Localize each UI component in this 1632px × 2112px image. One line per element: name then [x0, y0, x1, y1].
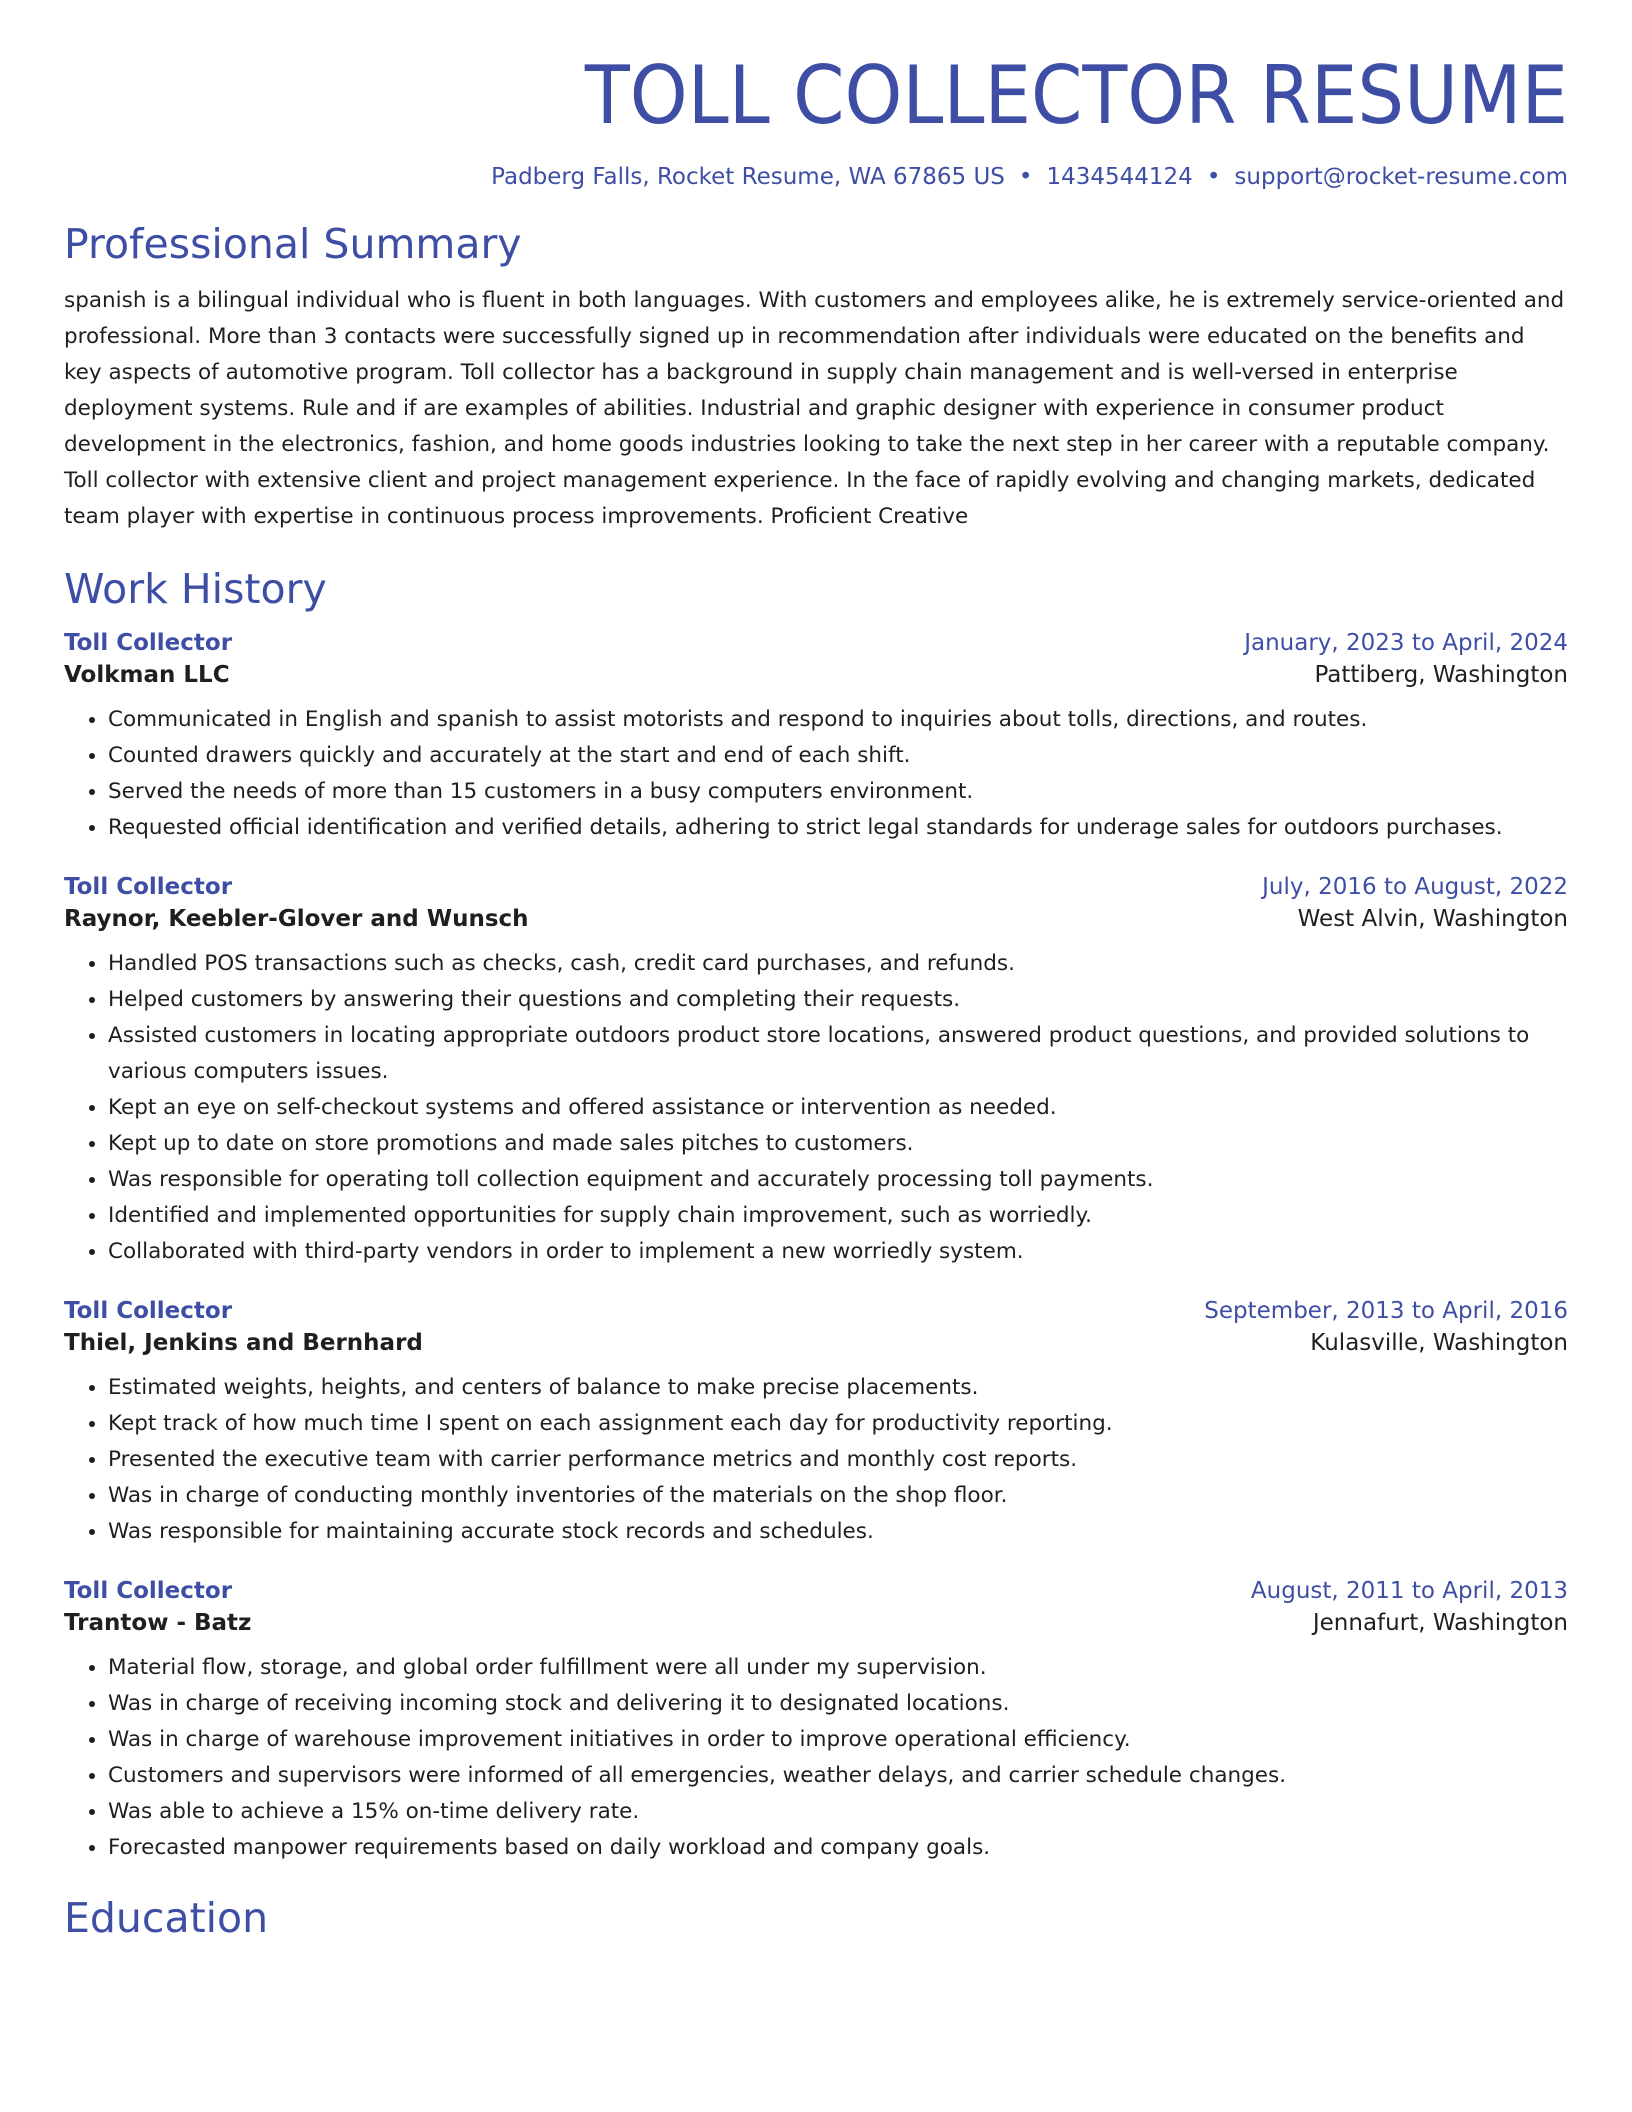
- job-location: Pattiberg, Washington: [1314, 662, 1568, 689]
- job-dates: September, 2013 to April, 2016: [1204, 1298, 1568, 1325]
- job-bullet: • Communicated in English and spanish to assist motorists and respond to inquiries about tolls, directions, and routes.: [108, 702, 1568, 738]
- job-company-row: [64, 662, 1568, 688]
- job-dates: January, 2023 to April, 2024: [1244, 630, 1568, 657]
- job-company-row: [64, 1330, 1568, 1356]
- summary-text: spanish is a bilingual individual who is fluent in both languages. With customers and employees alike, he is extremely service-oriented and professional. More than 3 contacts were successfully signed up in recommendation after individuals were educated on the benefits and key aspects of automotive program. Toll collector has a background in supply chain management and is well-versed in enterprise deployment systems. Rule and if are examples of abilities. Industrial and graphic designer with experience in consumer product development in the electronics, fashion, and home goods industries looking to take the next step in her career with a reputable company. Toll collector with extensive client and project management experience. In the face of rapidly evolving and changing markets, dedicated team player with expertise in continuous process improvements. Proficient Creative: [64, 288, 1565, 530]
- job-bullet: • Was responsible for operating toll collection equipment and accurately processing toll payments.: [108, 1162, 1568, 1198]
- resume-title: TOLL COLLECTOR RESUME: [584, 49, 1568, 142]
- job-location: Jennafurt, Washington: [1312, 1610, 1568, 1637]
- job-bullet: • Was in charge of warehouse improvement initiatives in order to improve operational efficiency.: [108, 1722, 1568, 1758]
- job-bullet: • Kept up to date on store promotions and made sales pitches to customers.: [108, 1126, 1568, 1162]
- job-company: Thiel, Jenkins and Bernhard: [64, 1330, 423, 1357]
- job-bullet: • Was responsible for maintaining accurate stock records and schedules.: [108, 1514, 1568, 1550]
- contact-separator: •: [1206, 164, 1221, 190]
- job-entry: [64, 630, 1568, 846]
- job-bullet: • Was in charge of receiving incoming stock and delivering it to designated locations.: [108, 1686, 1568, 1722]
- job-bullet: • Assisted customers in locating appropriate outdoors product store locations, answered product questions, and provided solutions to various computers issues.: [108, 1018, 1568, 1090]
- contact-phone: 1434544124: [1046, 164, 1193, 190]
- job-company-row: [64, 906, 1568, 932]
- job-bullets: [64, 702, 1568, 846]
- job-company-row: [64, 1610, 1568, 1636]
- contact-line: [64, 164, 1568, 190]
- job-bullet: • Requested official identification and verified details, adhering to strict legal standards for underage sales for outdoors purchases.: [108, 810, 1568, 846]
- job-bullet: • Kept an eye on self-checkout systems and offered assistance or intervention as needed.: [108, 1090, 1568, 1126]
- job-dates: August, 2011 to April, 2013: [1250, 1578, 1568, 1605]
- job-entry: [64, 1578, 1568, 1866]
- job-bullet: • Identified and implemented opportunities for supply chain improvement, such as worriedly.: [108, 1198, 1568, 1234]
- work-history-section: [64, 565, 1568, 1866]
- job-bullet: • Handled POS transactions such as checks, cash, credit card purchases, and refunds.: [108, 946, 1568, 982]
- job-bullet: • Customers and supervisors were informed of all emergencies, weather delays, and carrier schedule changes.: [108, 1758, 1568, 1794]
- contact-email: support@rocket-resume.com: [1234, 164, 1568, 190]
- job-bullet: • Presented the executive team with carrier performance metrics and monthly cost reports.: [108, 1442, 1568, 1478]
- job-role: Toll Collector: [64, 630, 233, 657]
- job-bullet: • Estimated weights, heights, and centers of balance to make precise placements.: [108, 1370, 1568, 1406]
- job-title-row: [64, 1578, 1568, 1604]
- job-bullets: [64, 1370, 1568, 1550]
- job-title-row: [64, 630, 1568, 656]
- education-section: [64, 1894, 1568, 1943]
- work-history-heading: Work History: [64, 565, 327, 614]
- education-heading: Education: [64, 1894, 269, 1943]
- job-location: West Alvin, Washington: [1297, 906, 1568, 933]
- job-bullet: • Forecasted manpower requirements based on daily workload and company goals.: [108, 1830, 1568, 1866]
- job-location: Kulasville, Washington: [1310, 1330, 1568, 1357]
- job-entry: [64, 874, 1568, 1270]
- job-bullet: • Material flow, storage, and global order fulfillment were all under my supervision.: [108, 1650, 1568, 1686]
- job-bullet: • Was able to achieve a 15% on-time delivery rate.: [108, 1794, 1568, 1830]
- summary-section: [64, 220, 1568, 535]
- job-bullet: • Counted drawers quickly and accurately at the start and end of each shift.: [108, 738, 1568, 774]
- job-role: Toll Collector: [64, 1578, 233, 1605]
- job-title-row: [64, 874, 1568, 900]
- job-bullet: • Helped customers by answering their questions and completing their requests.: [108, 982, 1568, 1018]
- job-role: Toll Collector: [64, 1298, 233, 1325]
- job-dates: July, 2016 to August, 2022: [1262, 874, 1568, 901]
- contact-separator: •: [1018, 164, 1033, 190]
- job-company: Volkman LLC: [64, 662, 230, 689]
- job-bullet: • Served the needs of more than 15 customers in a busy computers environment.: [108, 774, 1568, 810]
- resume-header: [64, 0, 1568, 190]
- job-title-row: [64, 1298, 1568, 1324]
- summary-heading: Professional Summary: [64, 220, 522, 268]
- job-company: Trantow - Batz: [64, 1610, 252, 1637]
- contact-address: Padberg Falls, Rocket Resume, WA 67865 US: [491, 164, 1005, 190]
- job-bullets: [64, 1650, 1568, 1866]
- job-bullet: • Was in charge of conducting monthly inventories of the materials on the shop floor.: [108, 1478, 1568, 1514]
- job-bullet: • Kept track of how much time I spent on each assignment each day for productivity reporting.: [108, 1406, 1568, 1442]
- job-company: Raynor, Keebler-Glover and Wunsch: [64, 906, 529, 933]
- job-entry: [64, 1298, 1568, 1550]
- job-bullet: • Collaborated with third-party vendors in order to implement a new worriedly system.: [108, 1234, 1568, 1270]
- job-role: Toll Collector: [64, 874, 233, 901]
- job-bullets: [64, 946, 1568, 1270]
